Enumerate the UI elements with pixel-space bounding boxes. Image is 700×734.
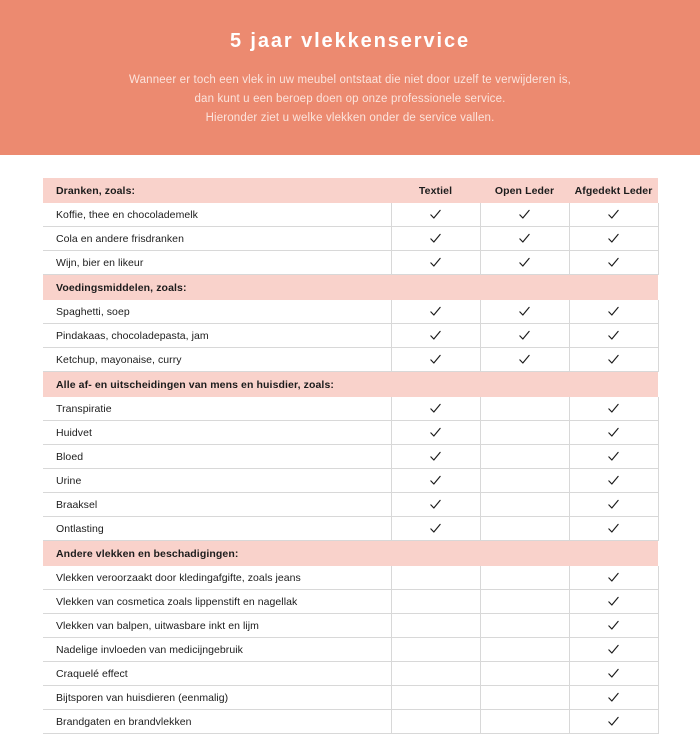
cell-open-leder (480, 203, 569, 227)
check-mark-icon (607, 474, 620, 487)
cell-open-leder (480, 251, 569, 275)
page-banner (0, 0, 700, 155)
check-mark-icon (607, 691, 620, 704)
cell-open-leder (480, 397, 569, 421)
table-row (43, 421, 658, 445)
table-row (43, 300, 658, 324)
page-title: 5 jaar vlekkenservice (229, 30, 471, 52)
cell-textiel (391, 638, 480, 662)
table-section-header-label: Andere vlekken en beschadigingen: (43, 541, 658, 567)
table-row (43, 203, 658, 227)
table-row (43, 397, 658, 421)
cell-afgedekt-leder (569, 566, 658, 590)
table-row (43, 227, 658, 251)
check-mark-icon (518, 353, 531, 366)
check-mark-icon (429, 522, 442, 535)
table-row (43, 251, 658, 275)
row-label: Huidvet (43, 421, 391, 445)
cell-afgedekt-leder (569, 203, 658, 227)
row-label: Spaghetti, soep (43, 300, 391, 324)
row-label: Koffie, thee en chocolademelk (43, 203, 391, 227)
cell-afgedekt-leder (569, 300, 658, 324)
cell-textiel (391, 710, 480, 734)
cell-afgedekt-leder (569, 469, 658, 493)
cell-afgedekt-leder (569, 348, 658, 372)
check-mark-icon (607, 715, 620, 728)
cell-afgedekt-leder (569, 638, 658, 662)
row-label: Transpiratie (43, 397, 391, 421)
check-mark-icon (429, 402, 442, 415)
row-label: Urine (43, 469, 391, 493)
cell-open-leder (480, 324, 569, 348)
cell-textiel (391, 421, 480, 445)
check-mark-icon (607, 522, 620, 535)
cell-afgedekt-leder (569, 590, 658, 614)
row-label: Brandgaten en brandvlekken (43, 710, 391, 734)
column-header-open-leder: Open Leder (480, 178, 569, 203)
cell-open-leder (480, 638, 569, 662)
row-label: Ketchup, mayonaise, curry (43, 348, 391, 372)
table-section-header-row (43, 275, 658, 301)
banner-subtitle (0, 71, 700, 128)
cell-afgedekt-leder (569, 421, 658, 445)
table-section-header-row (43, 372, 658, 398)
table-section-header-label: Dranken, zoals: (43, 178, 391, 203)
check-mark-icon (429, 256, 442, 269)
check-mark-icon (429, 498, 442, 511)
cell-afgedekt-leder (569, 324, 658, 348)
cell-afgedekt-leder (569, 517, 658, 541)
cell-textiel (391, 397, 480, 421)
check-mark-icon (607, 426, 620, 439)
cell-afgedekt-leder (569, 227, 658, 251)
banner-subtitle-line: Wanneer er toch een vlek in uw meubel ontstaat die niet door uzelf te verwijderen is, (129, 74, 571, 86)
check-mark-icon (607, 208, 620, 221)
row-label: Vlekken veroorzaakt door kledingafgifte, zoals jeans (43, 566, 391, 590)
row-label: Pindakaas, chocoladepasta, jam (43, 324, 391, 348)
cell-textiel (391, 469, 480, 493)
check-mark-icon (607, 643, 620, 656)
cell-textiel (391, 614, 480, 638)
cell-afgedekt-leder (569, 445, 658, 469)
cell-textiel (391, 348, 480, 372)
table-row (43, 324, 658, 348)
cell-open-leder (480, 517, 569, 541)
table-row (43, 710, 658, 734)
check-mark-icon (518, 256, 531, 269)
cell-textiel (391, 566, 480, 590)
check-mark-icon (429, 329, 442, 342)
table-row (43, 493, 658, 517)
table-row (43, 445, 658, 469)
check-mark-icon (607, 329, 620, 342)
check-mark-icon (607, 450, 620, 463)
cell-afgedekt-leder (569, 686, 658, 710)
row-label: Bloed (43, 445, 391, 469)
banner-subtitle-line: Hieronder ziet u welke vlekken onder de service vallen. (205, 112, 495, 124)
row-label: Vlekken van balpen, uitwasbare inkt en lijm (43, 614, 391, 638)
check-mark-icon (607, 256, 620, 269)
cell-textiel (391, 300, 480, 324)
table-row (43, 662, 658, 686)
cell-afgedekt-leder (569, 493, 658, 517)
cell-open-leder (480, 686, 569, 710)
cell-textiel (391, 590, 480, 614)
check-mark-icon (607, 353, 620, 366)
cell-open-leder (480, 227, 569, 251)
cell-afgedekt-leder (569, 662, 658, 686)
check-mark-icon (429, 474, 442, 487)
table-section-header-label: Alle af- en uitscheidingen van mens en huisdier, zoals: (43, 372, 658, 398)
check-mark-icon (429, 232, 442, 245)
row-label: Vlekken van cosmetica zoals lippenstift en nagellak (43, 590, 391, 614)
cell-afgedekt-leder (569, 397, 658, 421)
check-mark-icon (518, 232, 531, 245)
table-row (43, 517, 658, 541)
row-label: Braaksel (43, 493, 391, 517)
cell-open-leder (480, 300, 569, 324)
check-mark-icon (518, 305, 531, 318)
table-section-header-label: Voedingsmiddelen, zoals: (43, 275, 658, 301)
check-mark-icon (607, 667, 620, 680)
row-label: Cola en andere frisdranken (43, 227, 391, 251)
cell-open-leder (480, 421, 569, 445)
cell-open-leder (480, 662, 569, 686)
cell-open-leder (480, 566, 569, 590)
check-mark-icon (607, 305, 620, 318)
cell-open-leder (480, 348, 569, 372)
cell-textiel (391, 517, 480, 541)
check-mark-icon (429, 426, 442, 439)
banner-subtitle-line: dan kunt u een beroep doen op onze professionele service. (194, 93, 506, 105)
table-section-header-row (43, 541, 658, 567)
table-row (43, 348, 658, 372)
table-row (43, 638, 658, 662)
cell-textiel (391, 227, 480, 251)
cell-textiel (391, 493, 480, 517)
cell-open-leder (480, 445, 569, 469)
row-label: Craquelé effect (43, 662, 391, 686)
stain-service-table (43, 178, 659, 734)
stain-service-table-wrapper (43, 178, 658, 734)
table-section-header-row (43, 178, 658, 203)
cell-textiel (391, 686, 480, 710)
check-mark-icon (518, 329, 531, 342)
check-mark-icon (429, 305, 442, 318)
cell-textiel (391, 662, 480, 686)
row-label: Bijtsporen van huisdieren (eenmalig) (43, 686, 391, 710)
cell-textiel (391, 445, 480, 469)
column-header-textiel: Textiel (391, 178, 480, 203)
check-mark-icon (607, 619, 620, 632)
check-mark-icon (429, 353, 442, 366)
table-row (43, 566, 658, 590)
column-header-afgedekt-leder: Afgedekt Leder (569, 178, 658, 203)
row-label: Nadelige invloeden van medicijngebruik (43, 638, 391, 662)
cell-open-leder (480, 493, 569, 517)
row-label: Wijn, bier en likeur (43, 251, 391, 275)
cell-afgedekt-leder (569, 710, 658, 734)
check-mark-icon (518, 208, 531, 221)
check-mark-icon (607, 232, 620, 245)
table-row (43, 469, 658, 493)
cell-open-leder (480, 469, 569, 493)
cell-textiel (391, 251, 480, 275)
cell-textiel (391, 203, 480, 227)
cell-open-leder (480, 614, 569, 638)
cell-open-leder (480, 590, 569, 614)
cell-afgedekt-leder (569, 614, 658, 638)
table-row (43, 590, 658, 614)
check-mark-icon (607, 498, 620, 511)
check-mark-icon (607, 402, 620, 415)
check-mark-icon (607, 595, 620, 608)
check-mark-icon (429, 208, 442, 221)
cell-textiel (391, 324, 480, 348)
check-mark-icon (607, 571, 620, 584)
cell-open-leder (480, 710, 569, 734)
table-row (43, 614, 658, 638)
check-mark-icon (429, 450, 442, 463)
cell-afgedekt-leder (569, 251, 658, 275)
table-row (43, 686, 658, 710)
row-label: Ontlasting (43, 517, 391, 541)
